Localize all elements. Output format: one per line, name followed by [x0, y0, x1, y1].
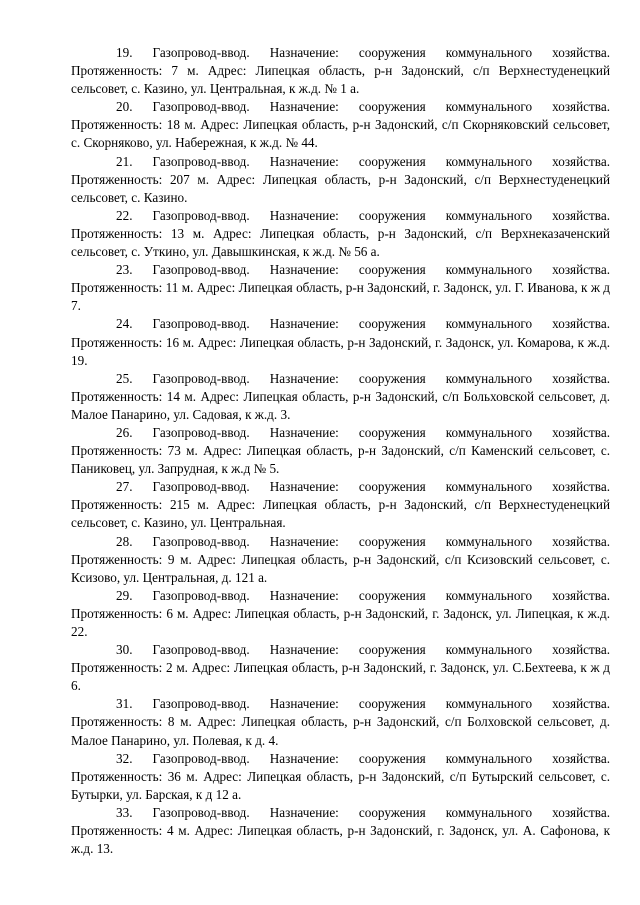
- entry-19: 19. Газопровод-ввод. Назначение: сооружения коммунального хозяйства. Протяженность: 7 м. Адрес: Липецкая область, р-н Задонский, с/п Верхнестуденецкий сельсовет, с. Казино, ул. Центральная, к ж.д. № 1 а.: [71, 45, 610, 97]
- entry-22: 22. Газопровод-ввод. Назначение: сооружения коммунального хозяйства. Протяженность: 13 м. Адрес: Липецкая область, р-н Задонский, с/п Верхнеказаченский сельсовет, с. Уткино, ул. Давышкинская, к ж.д. № 56 а.: [71, 207, 610, 260]
- entry-28: 28. Газопровод-ввод. Назначение: сооружения коммунального хозяйства. Протяженность: 9 м. Адрес: Липецкая область, р-н Задонский, с/п Ксизовский сельсовет, с. Ксизово, ул. Центральная, д. 121 а.: [71, 533, 610, 585]
- entry-21: 21. Газопровод-ввод. Назначение: сооружения коммунального хозяйства. Протяженность: 207 м. Адрес: Липецкая область, р-н Задонский, с/п Верхнестуденецкий сельсовет, с. Казино.: [71, 153, 610, 205]
- entry-27: 27. Газопровод-ввод. Назначение: сооружения коммунального хозяйства. Протяженность: 215 м. Адрес: Липецкая область, р-н Задонский, с/п Верхнестуденецкий сельсовет, с. Казино, ул. Центральная.: [71, 479, 610, 531]
- entry-24: 24. Газопровод-ввод. Назначение: сооружения коммунального хозяйства. Протяженность: 16 м. Адрес: Липецкая область, р-н Задонский, г. Задонск, ул. Комарова, к ж.д. 19.: [71, 316, 610, 368]
- entry-23: 23. Газопровод-ввод. Назначение: сооружения коммунального хозяйства. Протяженность: 11 м. Адрес: Липецкая область, р-н Задонский, г. Задонск, ул. Г. Иванова, к ж д 7.: [71, 262, 610, 314]
- entry-29: 29. Газопровод-ввод. Назначение: сооружения коммунального хозяйства. Протяженность: 6 м. Адрес: Липецкая область, р-н Задонский, г. Задонск, ул. Липецкая, к ж.д. 22.: [71, 587, 610, 639]
- entry-26: 26. Газопровод-ввод. Назначение: сооружения коммунального хозяйства. Протяженность: 73 м. Адрес: Липецкая область, р-н Задонский, с/п Каменский сельсовет, с. Паниковец, ул. Запрудная, к ж.д № 5.: [71, 424, 610, 477]
- document-page: [71, 44, 610, 858]
- entry-32: 32. Газопровод-ввод. Назначение: сооружения коммунального хозяйства. Протяженность: 36 м. Адрес: Липецкая область, р-н Задонский, с/п Бутырский сельсовет, с. Бутырки, ул. Барская, к д 12 а.: [71, 750, 610, 802]
- entry-33: 33. Газопровод-ввод. Назначение: сооружения коммунального хозяйства. Протяженность: 4 м. Адрес: Липецкая область, р-н Задонский, г. Задонск, ул. А. Сафонова, к ж.д. 13.: [71, 804, 610, 857]
- entry-20: 20. Газопровод-ввод. Назначение: сооружения коммунального хозяйства. Протяженность: 18 м. Адрес: Липецкая область, р-н Задонский, с/п Скорняковский сельсовет, с. Скорняково, ул. Набережная, к ж.д. № 44.: [71, 99, 610, 151]
- entry-31: 31. Газопровод-ввод. Назначение: сооружения коммунального хозяйства. Протяженность: 8 м. Адрес: Липецкая область, р-н Задонский, с/п Болховской сельсовет, д. Малое Панарино, ул. Полевая, к д. 4.: [71, 696, 610, 748]
- entry-30: 30. Газопровод-ввод. Назначение: сооружения коммунального хозяйства. Протяженность: 2 м. Адрес: Липецкая область, р-н Задонский, г. Задонск, ул. С.Бехтеева, к ж д 6.: [71, 642, 610, 694]
- entry-25: 25. Газопровод-ввод. Назначение: сооружения коммунального хозяйства. Протяженность: 14 м. Адрес: Липецкая область, р-н Задонский, с/п Больховской сельсовет, д. Малое Панарино, ул. Садовая, к ж.д. 3.: [71, 370, 610, 422]
